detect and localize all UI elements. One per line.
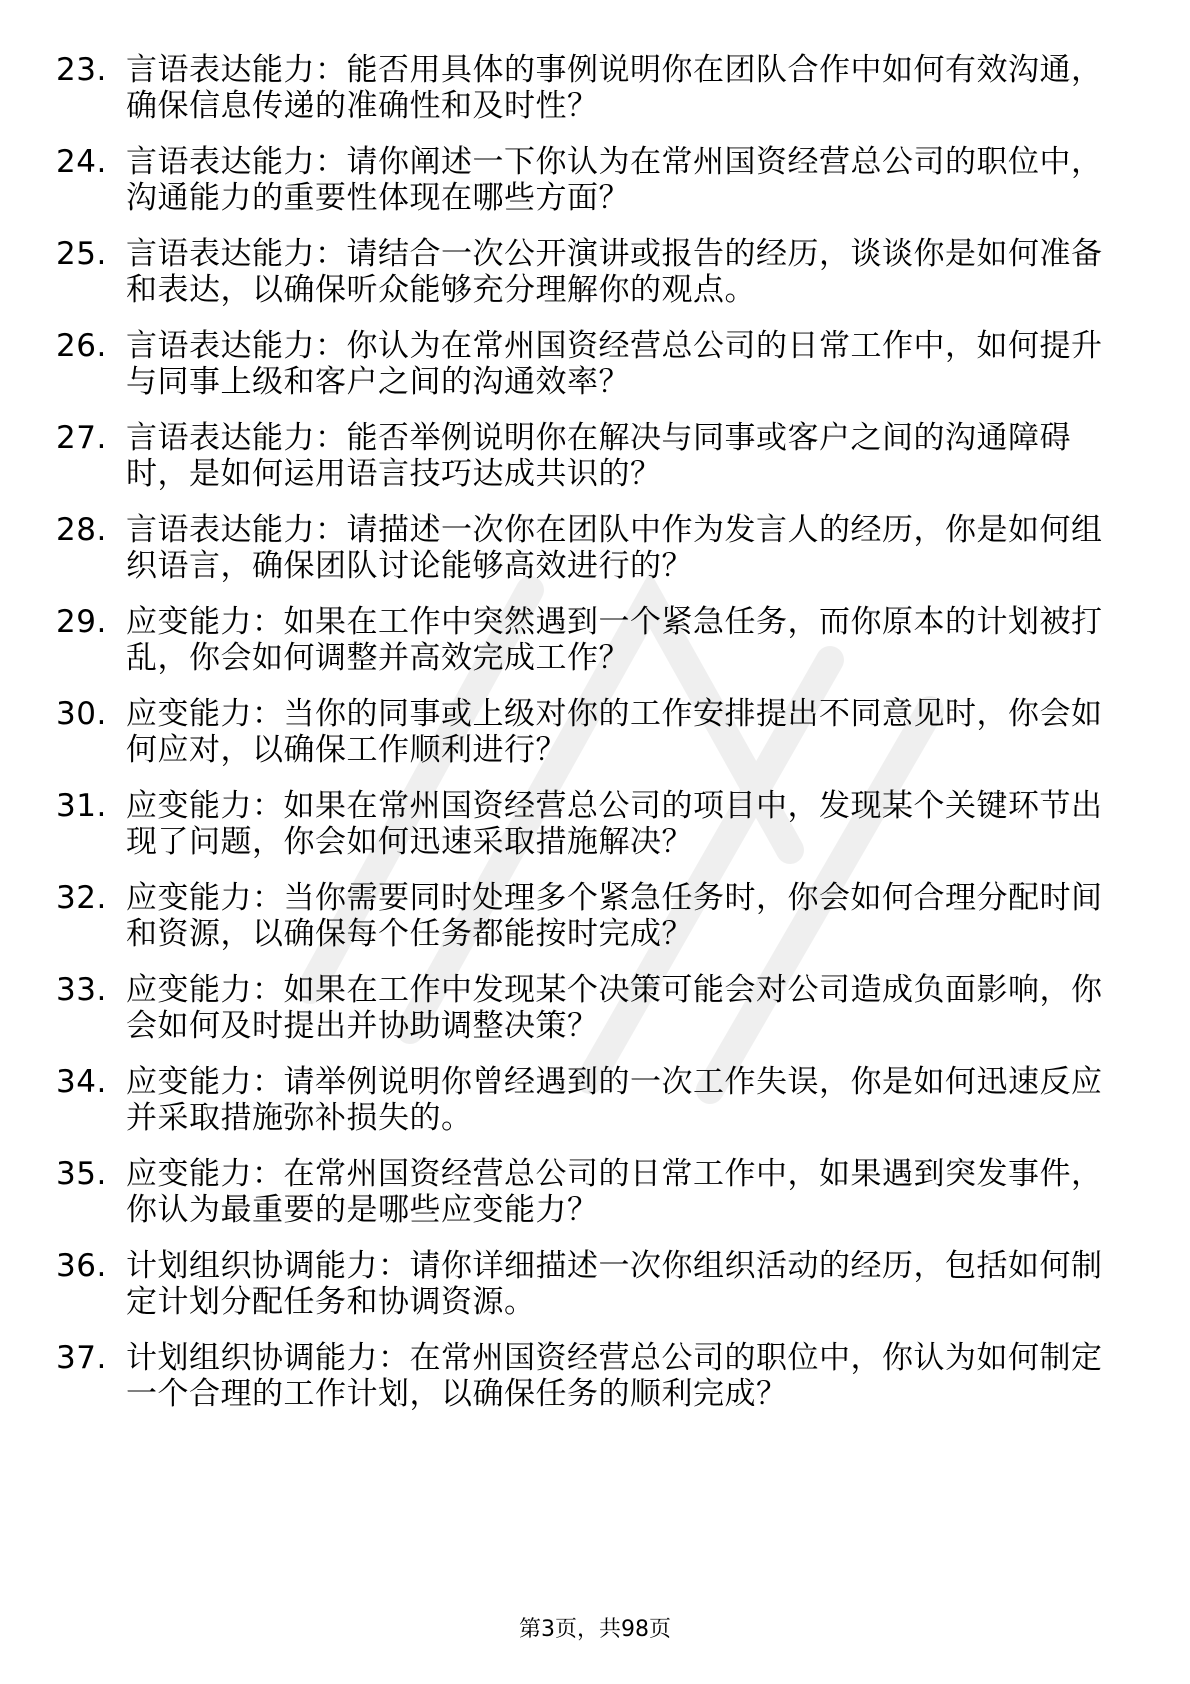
question-text: 言语表达能力：你认为在常州国资经营总公司的日常工作中，如何提升与同事上级和客户之间的沟通效率？ — [126, 328, 1103, 400]
list-item — [56, 236, 1130, 324]
list-item — [56, 1248, 1130, 1336]
question-text: 言语表达能力：请结合一次公开演讲或报告的经历，谈谈你是如何准备和表达，以确保听众能够充分理解你的观点。 — [126, 236, 1103, 308]
list-item — [56, 512, 1130, 600]
question-list — [56, 52, 1130, 1432]
question-text: 言语表达能力：能否举例说明你在解决与同事或客户之间的沟通障碍时，是如何运用语言技巧达成共识的？ — [126, 420, 1071, 492]
question-number: 23. — [56, 52, 107, 88]
question-text: 应变能力：当你的同事或上级对你的工作安排提出不同意见时，你会如何应对，以确保工作顺利进行？ — [126, 696, 1103, 768]
question-number: 29. — [56, 604, 107, 640]
question-text: 应变能力：当你需要同时处理多个紧急任务时，你会如何合理分配时间和资源，以确保每个任务都能按时完成？ — [126, 880, 1103, 952]
question-number: 24. — [56, 144, 107, 180]
question-text: 言语表达能力：能否用具体的事例说明你在团队合作中如何有效沟通，确保信息传递的准确性和及时性？ — [126, 52, 1103, 124]
question-text: 言语表达能力：请描述一次你在团队中作为发言人的经历，你是如何组织语言，确保团队讨论能够高效进行的？ — [126, 512, 1103, 584]
list-item — [56, 420, 1130, 508]
question-number: 31. — [56, 788, 107, 824]
question-text: 应变能力：在常州国资经营总公司的日常工作中，如果遇到突发事件，你认为最重要的是哪些应变能力？ — [126, 1156, 1103, 1228]
list-item — [56, 604, 1130, 692]
question-text: 应变能力：如果在工作中突然遇到一个紧急任务，而你原本的计划被打乱，你会如何调整并高效完成工作？ — [126, 604, 1103, 676]
list-item — [56, 1064, 1130, 1152]
question-text: 应变能力：如果在工作中发现某个决策可能会对公司造成负面影响，你会如何及时提出并协助调整决策？ — [126, 972, 1103, 1044]
question-text: 应变能力：如果在常州国资经营总公司的项目中，发现某个关键环节出现了问题，你会如何迅速采取措施解决？ — [126, 788, 1103, 860]
question-number: 32. — [56, 880, 107, 916]
question-number: 36. — [56, 1248, 107, 1284]
list-item — [56, 696, 1130, 784]
list-item — [56, 1156, 1130, 1244]
question-number: 28. — [56, 512, 107, 548]
question-number: 30. — [56, 696, 107, 732]
list-item — [56, 144, 1130, 232]
question-number: 26. — [56, 328, 107, 364]
list-item — [56, 788, 1130, 876]
question-text: 言语表达能力：请你阐述一下你认为在常州国资经营总公司的职位中，沟通能力的重要性体现在哪些方面？ — [126, 144, 1103, 216]
list-item — [56, 52, 1130, 140]
question-number: 33. — [56, 972, 107, 1008]
question-text: 计划组织协调能力：请你详细描述一次你组织活动的经历，包括如何制定计划分配任务和协调资源。 — [126, 1248, 1103, 1320]
list-item — [56, 1340, 1130, 1428]
list-item — [56, 972, 1130, 1060]
question-number: 35. — [56, 1156, 107, 1192]
question-number: 25. — [56, 236, 107, 272]
page-footer: 第3页，共98页 — [519, 1617, 671, 1642]
question-text: 应变能力：请举例说明你曾经遇到的一次工作失误，你是如何迅速反应并采取措施弥补损失的。 — [126, 1064, 1103, 1136]
question-number: 34. — [56, 1064, 107, 1100]
list-item — [56, 328, 1130, 416]
list-item — [56, 880, 1130, 968]
question-number: 37. — [56, 1340, 107, 1376]
question-text: 计划组织协调能力：在常州国资经营总公司的职位中，你认为如何制定一个合理的工作计划，以确保任务的顺利完成？ — [126, 1340, 1103, 1412]
question-number: 27. — [56, 420, 107, 456]
